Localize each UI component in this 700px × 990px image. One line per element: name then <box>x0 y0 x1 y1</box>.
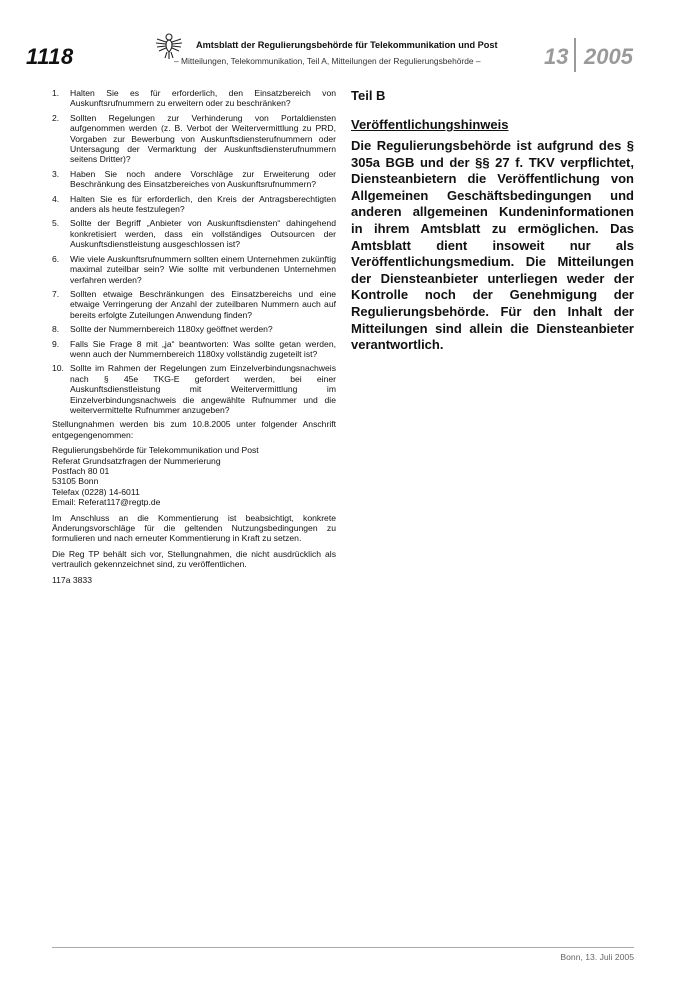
issue-divider <box>574 38 576 72</box>
address-line: Regulierungsbehörde für Telekommunikation und Post <box>52 445 259 456</box>
list-item <box>52 324 336 334</box>
issue-year: 2005 <box>584 44 633 69</box>
issue-number: 13 <box>544 44 569 69</box>
journal-subtitle: – Mitteilungen, Telekommunikation, Teil A, Mitteilungen der Regulierungsbehörde – <box>174 56 481 66</box>
question-number: 3. <box>52 168 60 179</box>
address-line: Postfach 80 01 <box>52 466 110 476</box>
address-line: Referat Grundsatzfragen der Nummerierung <box>52 455 221 466</box>
question-text: Sollte der Nummernbereich 1180xy geöffnet werden? <box>70 324 273 335</box>
reference-number: 117a 3833 <box>52 574 92 585</box>
question-list <box>52 88 336 415</box>
postal-address <box>52 445 336 507</box>
notice-heading: Veröffentlichungshinweis <box>351 117 509 132</box>
right-column <box>351 88 634 354</box>
question-text: Haben Sie noch andere Vorschläge zur Erweiterung oder Beschränkung des Einsatzbereiches von Auskunftsrufnummern? <box>70 168 336 190</box>
question-text: Sollte der Begriff „Anbieter von Auskunftsdiensten“ dahingehend konkretisiert werden, dass ein vollständiges Outsourcen der Auskunftsdienstleistung ausgeschlossen ist? <box>70 218 336 250</box>
footer-divider <box>52 947 634 948</box>
list-item <box>52 254 336 285</box>
question-text: Sollten etwaige Beschränkungen des Einsatzbereichs und eine etwaige Verringerung der Anzahl der zuteilbaren Nummern auch auf bereits erfolgte Zuteilungen Anwendung finden? <box>70 288 336 320</box>
question-number: 10. <box>52 363 64 374</box>
list-item <box>52 88 336 109</box>
address-line: 53105 Bonn <box>52 476 99 487</box>
list-item <box>52 218 336 249</box>
question-number: 7. <box>52 288 60 299</box>
list-item <box>52 169 336 190</box>
notice-body: Die Regulierungsbehörde ist aufgrund des § 305a BGB und der §§ 27 f. TKV verpflichtet, Diensteanbietern die Veröffentlichung von Allgemeinen Geschäftsbedingungen und anderen allgemeinen Kundeninformationen in ihrem Amtsblatt zu ermöglichen. Das Amtsblatt dient insoweit nur als Veröffentlichungsmedium. Die Mitteilungen der Diensteanbieter unterliegen weder der Kontrolle noch der Genehmigung der Regulierungsbehörde. Für den Inhalt der Mitteilungen sind allein die Diensteanbieter verantwortlich. <box>351 138 634 353</box>
address-line: Email: Referat117@regtp.de <box>52 497 161 508</box>
follow-up-paragraph: Im Anschluss an die Kommentierung ist beabsichtigt, konkrete Änderungsvorschläge für die geltenden Nutzungsbedingungen zu formulieren und nach erneuter Kommentierung in Kraft zu setzen. <box>52 512 336 544</box>
list-item <box>52 113 336 165</box>
part-heading: Teil B <box>351 88 386 103</box>
left-column <box>52 88 336 590</box>
question-number: 4. <box>52 193 60 204</box>
question-number: 2. <box>52 112 60 123</box>
question-number: 8. <box>52 324 60 335</box>
question-text: Wie viele Auskunftsrufnummern sollten einem Unternehmen zukünftig maximal zuteilbar sein? Wie sollte mit verbundenen Unternehmen verfahren werden? <box>70 253 336 285</box>
question-text: Halten Sie es für erforderlich, den Kreis der Antragsberechtigten anders als heute festzulegen? <box>70 193 336 215</box>
footer-date: Bonn, 13. Juli 2005 <box>560 952 634 962</box>
list-item <box>52 363 336 415</box>
deadline-paragraph: Stellungnahmen werden bis zum 10.8.2005 unter folgender Anschrift entgegengenommen: <box>52 419 336 440</box>
question-number: 6. <box>52 253 60 264</box>
address-line: Telefax (0228) 14-6011 <box>52 486 140 497</box>
question-number: 5. <box>52 218 60 229</box>
question-text: Sollten Regelungen zur Verhinderung von Portaldiensten aufgenommen werden (z. B. Verbot der Weitervermittlung zu PRD, Vorgaben zur Bewerbung von Auskunftsdiensterufnummern oder Untersagung der Vermarktung der Auskunftsdiensterufnummern seitens Dritter)? <box>70 112 336 165</box>
page-number: 1118 <box>26 44 74 69</box>
publication-note-paragraph: Die Reg TP behält sich vor, Stellungnahmen, die nicht ausdrücklich als vertraulich gekennzeichnet sind, zu veröffentlichen. <box>52 548 336 570</box>
question-text: Sollte im Rahmen der Regelungen zum Einzelverbindungsnachweis nach § 45e TKG-E gefordert werden, bei einer Auskunftsdienstleistung mit Weitervermittlung im Einzelverbindungsnachweis die angewählte Rufnummer und die weitervermittelte Rufnummer anzugeben? <box>70 363 336 415</box>
question-text: Halten Sie es für erforderlich, den Einsatzbereich von Auskunftsrufnummern zu erweitern oder zu beschränken? <box>70 88 336 109</box>
question-text: Falls Sie Frage 8 mit „ja“ beantworten: Was sollte getan werden, wenn auch der Nummernbereich 1180xy vollständig zugeteilt ist? <box>70 338 336 359</box>
question-number: 9. <box>52 338 60 349</box>
question-number: 1. <box>52 88 60 98</box>
journal-title: Amtsblatt der Regulierungsbehörde für Telekommunikation und Post <box>196 40 498 50</box>
list-item <box>52 339 336 360</box>
list-item <box>52 289 336 320</box>
list-item <box>52 194 336 215</box>
